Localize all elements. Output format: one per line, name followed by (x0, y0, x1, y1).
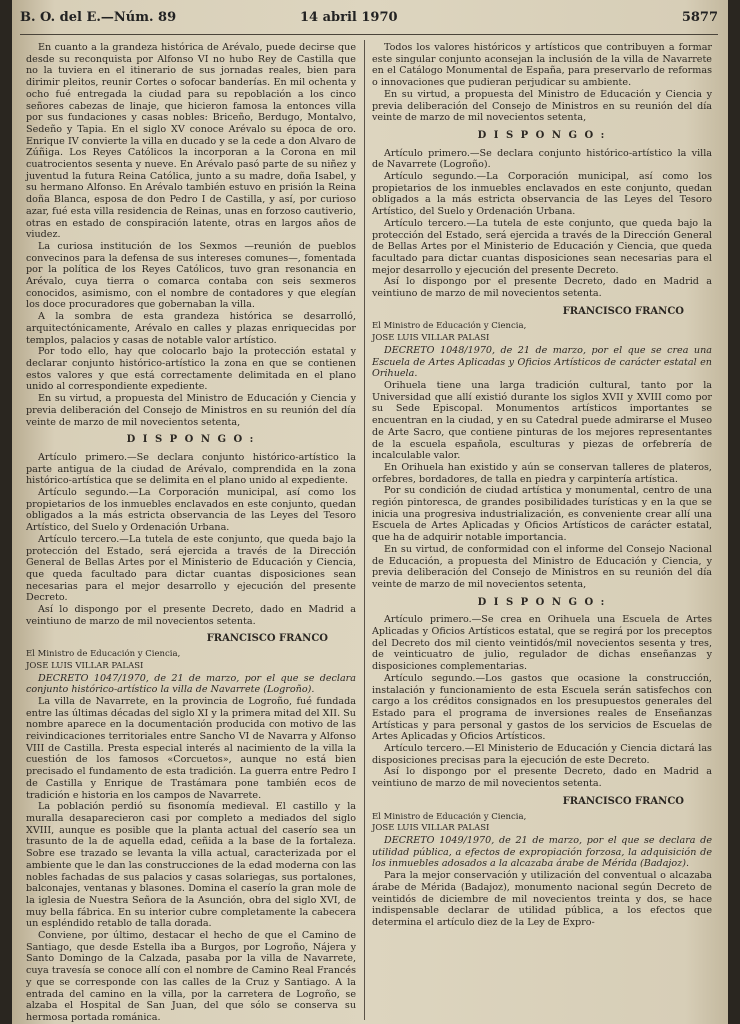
paragraph: Por todo ello, hay que colocarlo bajo la protección estatal y declarar conjunto histórico-artístico la zona en que se contienen estos valores y que está correctamente delimitada en el plano unido al correspondiente expediente. (26, 346, 356, 393)
minister-title: El Ministro de Educación y Ciencia, (26, 649, 181, 660)
gazette-issue: B. O. del E.—Núm. 89 (20, 10, 177, 25)
paragraph: La curiosa institución de los Sexmos —reunión de pueblos convecinos para la defensa de sus intereses comunes—, fomentada por la política de los Reyes Católicos, tuvo gran resonancia en Arévalo, cuya tierra o comarca contaba con seis sexmeros conocidos, asimismo, con el nombre de contadores y que elegían los doce procuradores que gobernaban la villa. (26, 240, 356, 311)
paragraph: Para la mejor conservación y utilización del conventual o alcazaba árabe de Mérida (Badajoz), monumento nacional según Decreto de veintidós de diciembre de mil novecientos treinta y dos, se hace indispensable declarar de utilidad pública, a los efectos que determina el artículo diez de la Ley de Expro- (372, 870, 712, 928)
signature: FRANCISCO FRANCO (206, 633, 328, 645)
paragraph: Orihuela tiene una larga tradición cultural, tanto por la Universidad que allí existió durante los siglos XVII y XVIII como por su Sede Episcopal. Monumentos artísticos importantes se encuentran en la ciudad, y en su Catedral puede admirarse el Museo de Arte Sacro, que contiene pinturas de los mejores representantes de la escuela española, esculturas y piezas de orfebrería de incalculable valor. (372, 379, 712, 462)
page-header (20, 10, 718, 32)
decree-title: DECRETO 1048/1970, de 21 de marzo, por el que se crea una Escuela de Artes Aplicadas y Oficios Artísticos de carácter estatal en Orihuela. (372, 344, 712, 380)
decree-title: DECRETO 1049/1970, de 21 de marzo, por el que se declara de utilidad pública, a efectos de expropiación forzosa, la adquisición de los inmuebles adosados a la alcazaba árabe de Mérida (Badajoz). (372, 835, 712, 870)
minister-name: JOSE LUIS VILLAR PALASI (372, 823, 490, 834)
paragraph: Artículo segundo.—La Corporación municipal, así como los propietarios de los inmuebles enclavados en este conjunto, quedan obligados a la más estricta observancia de las Leyes del Tesoro Artístico, del Suelo y Ordenación Urbana. (26, 487, 356, 534)
paragraph: Artículo primero.—Se crea en Orihuela una Escuela de Artes Aplicadas y Oficios Artísticos estatal, que se regirá por los preceptos del Decreto dos mil ciento veintidós/mil novecientos sesenta y tres, de veinticuatro de julio, regulador de dichas enseñanzas y disposiciones complementarias. (372, 614, 712, 673)
paragraph: Artículo tercero.—La tutela de este conjunto, que queda bajo la protección del Estado, será ejercida a través de la Dirección General de Bellas Artes por el Ministerio de Educación y Ciencia, que queda facultado para dictar cuantas disposiciones sean necesarias para el mejor desarrollo y ejecución del presente Decreto. (26, 533, 356, 604)
paragraph: En su virtud, a propuesta del Ministro de Educación y Ciencia y previa deliberación del Consejo de Ministros en su reunión del día veinte de marzo de mil novecientos setenta, (26, 393, 356, 428)
paragraph: A la sombra de esta grandeza histórica se desarrolló, arquitectónicamente, Arévalo en calles y plazas enriquecidas por templos, palacios y casas de notable valor artístico. (26, 311, 356, 346)
paragraph: Así lo dispongo por el presente Decreto, dado en Madrid a veintiuno de marzo de mil novecientos setenta. (372, 276, 712, 300)
paragraph: Todos los valores históricos y artísticos que contribuyen a formar este singular conjunto aconsejan la inclusión de la villa de Navarrete en el Catálogo Monumental de España, para preservarlo de reformas o innovaciones que pudieran perjudicar su ambiente. (372, 42, 712, 89)
paragraph: En cuanto a la grandeza histórica de Arévalo, puede decirse que desde su reconquista por Alfonso VI no hubo Rey de Castilla que no la tuviera en el itinerario de sus jornadas reales, bien para dirimir pleitos, reunir Cortes o sofocar banderías. En mil ochenta y ocho fué entregada la ciudad para su repoblación a los cinco señores cabezas de linaje, que hicieron famosa la entonces villa por sus fundaciones y casas nobles: Briceño, Berdugo, Montalvo, Sedeño y Tapia. En el siglo XV conoce Arévalo su época de oro. Enrique IV convierte la villa en ducado y se la cede a don Alvaro de Zúñiga. Los Reyes Católicos la incorporan a la Corona en mil cuatrocientos sesenta y nueve. En Arévalo pasó parte de su niñez y juventud la futura Reina Católica, junto a su madre, doña Isabel, y su hermano Alfonso. En Arévalo también estuvo en prisión la Reina doña Blanca, esposa de don Pedro I de Castilla, y así, por curioso azar, fué esta villa residencia de Reinas, unas en forzoso cautiverio, otras en estado de conspiración latente, otras en largos años de viudez. (26, 42, 356, 241)
minister-name: JOSE LUIS VILLAR PALASI (372, 333, 490, 344)
paragraph: Artículo tercero.—La tutela de este conjunto, que queda bajo la protección del Estado, será ejercida a través de la Dirección General de Bellas Artes por el Ministerio de Educación y Ciencia, que queda facultado para dictar cuantas disposiciones sean necesarias para el mejor desarrollo y ejecución del presente Decreto. (372, 217, 712, 276)
paragraph: En Orihuela han existido y aún se conservan talleres de plateros, orfebres, bordadores, de talla en piedra y carpintería artística. (372, 461, 712, 485)
paragraph: Artículo tercero.—El Ministerio de Educación y Ciencia dictará las disposiciones precisas para la ejecución de este Decreto. (372, 743, 712, 766)
section-heading: D I S P O N G O : (477, 596, 607, 608)
document-page (12, 0, 728, 1024)
page-number: 5877 (681, 10, 718, 25)
paragraph: Así lo dispongo por el presente Decreto, dado en Madrid a veintiuno de marzo de mil novecientos setenta. (372, 766, 712, 790)
paragraph: Artículo segundo.—Los gastos que ocasione la construcción, instalación y funcionamiento de esta Escuela serán satisfechos con cargo a los créditos consignados en los presupuestos generales del Estado para el programa de inversiones reales de Enseñanzas Artísticas y para personal y gastos de los servicios de Escuelas de Artes Aplicadas y Oficios Artísticos. (372, 672, 712, 743)
paragraph: La villa de Navarrete, en la provincia de Logroño, fué fundada entre las últimas décadas del siglo XI y la primera mitad del XII. Su nombre aparece en la documentación producida con motivo de las reivindicaciones territoriales entre Sancho VI de Navarra y Alfonso VIII de Castilla. Presta especial interés al nacimiento de la villa la cuestión de los famosos «Corcuetos», aunque no está bien precisado el fundamento de esta tradición. La guerra entre Pedro I de Castilla y Enrique de Trastámara pone también ecos de tradición e historia en los campos de Navarrete. (26, 695, 356, 801)
paragraph: Artículo primero.—Se declara conjunto histórico-artístico la parte antigua de la ciudad de Arévalo, comprendida en la zona histórico-artística que se delimita en el plano unido al expediente. (26, 451, 356, 487)
right-column (372, 42, 712, 1017)
paragraph: Así lo dispongo por el presente Decreto, dado en Madrid a veintiuno de marzo de mil novecientos setenta. (26, 604, 356, 627)
section-heading: D I S P O N G O : (126, 434, 256, 446)
signature: FRANCISCO FRANCO (562, 795, 684, 807)
minister-title: El Ministro de Educación y Ciencia, (372, 811, 527, 822)
issue-date: 14 abril 1970 (300, 10, 398, 25)
paragraph: Artículo segundo.—La Corporación municipal, así como los propietarios de los inmuebles enclavados en este conjunto, quedan obligados a la más estricta observancia de las Leyes del Tesoro Artístico, del Suelo y Ordenación Urbana. (372, 171, 712, 218)
section-heading: D I S P O N G O : (477, 129, 607, 141)
paragraph: La población perdió su fisonomía medieval. El castillo y la muralla desaparecieron casi por completo a mediados del siglo XVIII, aunque es posible que la planta actual del caserío sea un trasunto de la de aquella edad, ceñida a la base de la fortaleza. Sobre ese trazado se levanta la villa actual, caracterizada por el ambiente que le dan las construcciones de la edad moderna con las nobles fachadas de sus palacios y casas solariegas, sus portalones, balconajes, ventanas y blasones. Domina el caserío la gran mole de la iglesia de Nuestra Señora de la Asunción, obra del siglo XVI, de muy bella fábrica. En su interior cubre completamente la cabecera un espléndido retablo de talla dorada. (26, 801, 356, 930)
paragraph: Por su condición de ciudad artística y monumental, centro de una región pintoresca, de grandes posibilidades turísticas y en la que se inicia una progresiva industrialización, es conveniente crear allí una Escuela de Artes Aplicadas y Oficios Artísticos de carácter estatal, que ha de adquirir notable importancia. (372, 485, 712, 544)
minister-title: El Ministro de Educación y Ciencia, (372, 321, 527, 332)
paragraph: Conviene, por último, destacar el hecho de que el Camino de Santiago, que desde Estella iba a Burgos, por Logroño, Nájera y Santo Domingo de la Calzada, pasaba por la villa de Navarrete, cuya travesía se conoce allí con el nombre de Camino Real Francés y que se corresponde con las calles de la Cruz y Santiago. A la entrada del camino en la villa, por la carretera de Logroño, se alzaba el Hospital de San Juan, del que sólo se conserva su hermosa portada románica. (26, 930, 356, 1023)
column-divider (364, 40, 365, 1020)
decree-title: DECRETO 1047/1970, de 21 de marzo, por el que se declara conjunto histórico-artístico la villa de Navarrete (Logroño). (26, 672, 356, 696)
signature: FRANCISCO FRANCO (562, 305, 684, 317)
minister-name: JOSE LUIS VILLAR PALASI (26, 660, 144, 671)
paragraph: En su virtud, a propuesta del Ministro de Educación y Ciencia y previa deliberación del Consejo de Ministros en su reunión del día veinte de marzo de mil novecientos setenta, (372, 88, 712, 124)
paragraph: Artículo primero.—Se declara conjunto histórico-artístico la villa de Navarrete (Logroño). (372, 147, 712, 171)
left-column (26, 42, 356, 1023)
paragraph: En su virtud, de conformidad con el informe del Consejo Nacional de Educación, a propuesta del Ministro de Educación y Ciencia, y previa deliberación del Consejo de Ministros en su reunión del día veinte de marzo de mil novecientos setenta, (372, 543, 712, 590)
header-rule (20, 34, 718, 35)
